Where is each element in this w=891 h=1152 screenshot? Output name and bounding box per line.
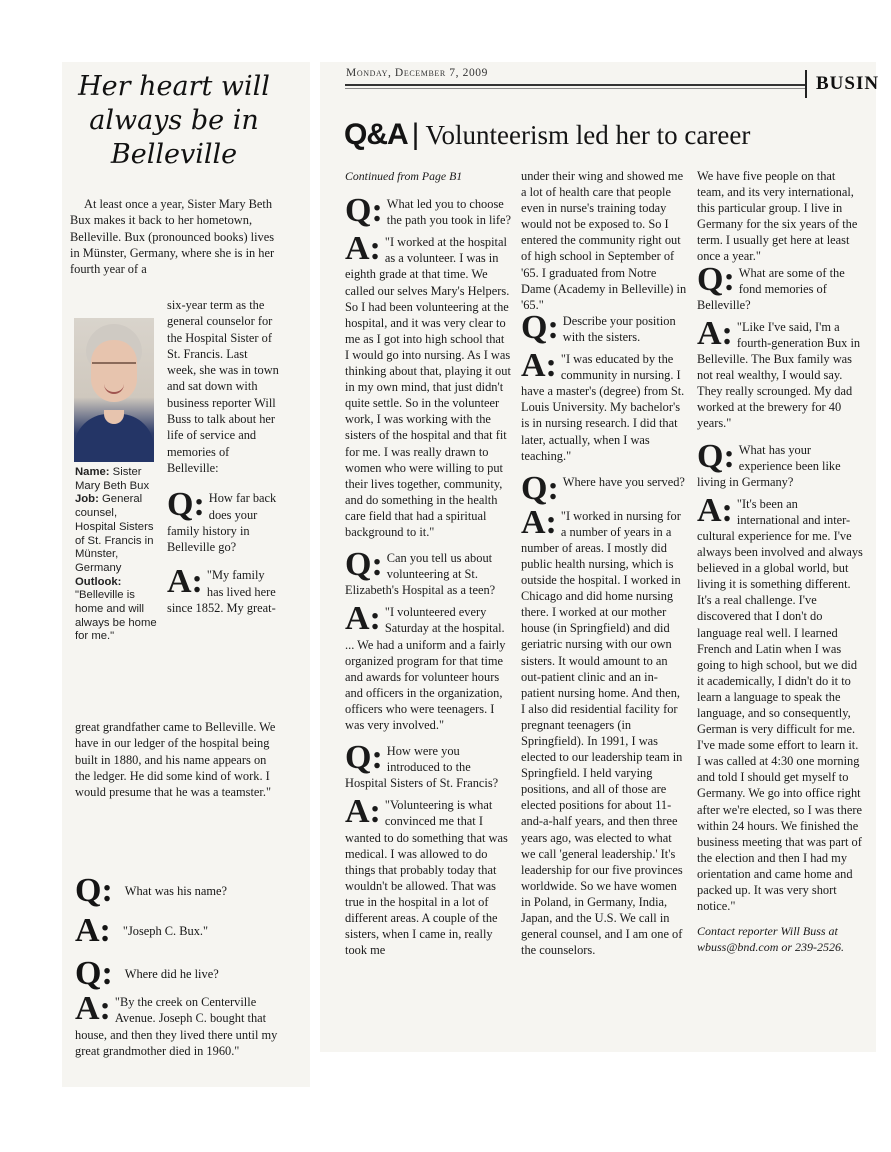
section-divider xyxy=(805,70,807,98)
article-headline xyxy=(344,118,750,152)
name-label: Name: xyxy=(75,466,110,478)
qa-block xyxy=(521,469,687,959)
name-value: Sister Mary Beth Bux xyxy=(75,466,150,492)
answer-continued: under their wing and showed me a lot of health care that people even in nurse's training today would not be exposed to. So I entered the community right out of high school in September of '65. I graduated from Notre Dame (Academy in Belleville) in '65." xyxy=(521,169,687,312)
question: Q: What has your experience been like living in Germany? xyxy=(697,437,841,489)
job-label: Job: xyxy=(75,493,99,506)
q-letter: Q: xyxy=(697,260,735,298)
reporter-credit: Contact reporter Will Buss at wbuss@bnd.com or 239-2526. xyxy=(697,924,845,954)
fact-box xyxy=(75,466,161,644)
outlook-value: "Belleville is home and will always be home for me." xyxy=(75,589,157,643)
continued-line: Continued from Page B1 xyxy=(345,169,463,183)
answer: A: "I volunteered every Saturday at the hospital. ... We had a uniform and a fairly organized program for that time and awards for volunteer hours and officers in the organization, officers who were teenagers. I was very involved." xyxy=(345,600,506,732)
a-letter: A: xyxy=(521,347,557,385)
a-letter: A: xyxy=(75,990,111,1027)
answer: A: "It's been an international and inter-cultural experience for me. I've always been involved and always believed in a global world, but living it is something different. It's a real challenge. I've discovered that I don't do language real well. I learned French and Latin when I was going to high school, but we did it academically, I didn't do it to learn a language to speak the language, and so consequently, German is very difficult for me. I've made some effort to learn it. I was called at 4:30 one morning and told I should get myself to Germany. We go into office right after we're elected, so I was there within 24 hours. We finished the business meeting that was part of the election and then I had my orientation and came home and packed up. It was very short notice." xyxy=(697,491,863,914)
q-letter: Q: xyxy=(75,872,113,909)
question: Q: Where have you served? xyxy=(521,469,685,507)
intro-paragraph: At least once a year, Sister Mary Beth Bux makes it back to her hometown, Belleville. Bux (pronounced books) lives in Münster, Germany, where she is in her fourth year of a xyxy=(70,197,275,277)
qa-label: Q&A xyxy=(344,118,408,151)
question: Q: Can you tell us about volunteering at St. Elizabeth's Hospital as a teen? xyxy=(345,546,496,598)
a-letter: A: xyxy=(521,503,557,541)
question: Q: What are some of the fond memories of Belleville? xyxy=(697,260,845,312)
answer: A: "I was educated by the community in nursing. I have a master's (degree) from St. Louis University. My bachelor's is in nursing research. I did that later, actually, when I was teaching." xyxy=(521,347,685,463)
answer-continued: great grandfather came to Belleville. We have in our ledger of the hospital being built in 1880, and his name appears on the ledger. He did some kind of work. I would presume that he was a teamster." xyxy=(75,720,276,800)
answer: A: "I worked at the hospital as a volunteer. I was in eighth grade at that time. We called our selves Mary's Helpers. So I had been volunteering at the hospital, and it was very clear to me as I got into high school that I would go into nursing. As I was thinking about that, playing it out in my own mind, that just didn't quite settle. So in the volunteer work, I was working with the sisters of the hospital and that fit for me. I was really drawn to women who were willing to put their lives together, community, and do something in the health care field that had a spiritual background to it." xyxy=(345,230,511,539)
a-letter: A: xyxy=(167,563,203,601)
article-column-3 xyxy=(697,168,863,955)
answer: A: "My family has lived here since 1852. My great- xyxy=(167,563,276,616)
question: Q: What was his name? xyxy=(75,872,227,909)
answer: A: "Volunteering is what convinced me that I wanted to do something that was medical. I was allowed to do things that probably today that wouldn't be allowed. That was true in the hospital in a lot of different areas. A couple of the sisters, when I came in, really took me xyxy=(345,793,508,958)
article-column-1 xyxy=(345,168,511,968)
answer: A: "Like I've said, I'm a fourth-generation Bux in Belleville. The Bux family was not real wealthy, I would say. They really scrounged. My dad worked at the brewery for 40 years." xyxy=(697,314,861,431)
a-letter: A: xyxy=(75,912,111,949)
question: Q: Where did he live? xyxy=(75,955,219,992)
qa-block xyxy=(697,260,863,432)
qa-block xyxy=(345,546,511,733)
article-title: Volunteerism led her to career xyxy=(425,120,751,150)
intro-continued: six-year term as the general counselor for the Hospital Sister of St. Francis. Last week, she was in town and sat down with business reporter Will Buss to talk about her life of service and memories of Belleville: xyxy=(167,298,279,475)
a-letter: A: xyxy=(345,230,381,268)
section-name: BUSIN xyxy=(816,73,880,94)
top-rule xyxy=(345,84,805,86)
q-letter: Q: xyxy=(521,469,559,507)
article-column-2 xyxy=(521,168,687,968)
q-letter: Q: xyxy=(521,308,559,346)
answer-continued: We have five people on that team, and its very international, this particular group. I live in Germany for the six years of the term. I usually get here at least once a year." xyxy=(697,169,858,264)
answer: A: "I worked in nursing for a number of years in a number of areas. I mostly did public health nursing, which is outside the hospital. I worked in Chicago and did home nursing there. I worked at our mother house (in Springfield) and did geriatric nursing with our own sisters. It would amount to an out-patient clinic and an in-patient nursing home. And then, I also did residential facility for pregnant teenagers (in Springfield). In 1991, I was elected to our leadership team in Springfield. I held varying positions, and all of those are elected positions for about 11-and-a-half years, and then three years ago, was elected to what we call 'general leadership.' It's leadership for our five provinces worldwide. So we have women in Poland, in Germany, India, Japan, and the U.S. We call in general counsel, and I am one of the counselors. xyxy=(521,503,683,958)
dateline: Monday, December 7, 2009 xyxy=(346,67,488,79)
a-letter: A: xyxy=(345,793,381,831)
q-letter: Q: xyxy=(697,437,735,475)
question: Q: Describe your position with the sisters. xyxy=(521,308,676,346)
q-letter: Q: xyxy=(345,192,383,230)
narrow-column xyxy=(167,297,279,616)
q-letter: Q: xyxy=(345,739,383,777)
a-letter: A: xyxy=(697,491,733,529)
job-value: General counsel, Hospital Sisters of St. Francis in Münster, Germany xyxy=(75,493,154,574)
qa-block xyxy=(345,739,511,958)
answer: A: "By the creek on Centerville Avenue. Joseph C. bought that house, and then they lived there until my great grandmother died in 1960." xyxy=(75,990,278,1058)
qa-block xyxy=(521,308,687,464)
a-letter: A: xyxy=(697,314,733,352)
q-letter: Q: xyxy=(75,955,113,992)
question: Q: What led you to choose the path you took in life? xyxy=(345,192,512,230)
outlook-label: Outlook: xyxy=(75,575,122,588)
qa-block xyxy=(345,192,512,540)
answer: A: "Joseph C. Bux." xyxy=(75,912,209,949)
question: Q: How were you introduced to the Hospital Sisters of St. Francis? xyxy=(345,739,499,791)
headline-divider: | xyxy=(411,118,420,151)
qa-block xyxy=(697,437,863,915)
top-rule-thin xyxy=(345,88,805,89)
portrait-photo xyxy=(74,318,154,462)
q-letter: Q: xyxy=(345,546,383,584)
q-letter: Q: xyxy=(167,486,205,524)
question: Q: How far back does your family history in Belleville go? xyxy=(167,486,277,555)
a-letter: A: xyxy=(345,600,381,638)
headline: Her heart will always be in Belleville xyxy=(78,71,270,170)
